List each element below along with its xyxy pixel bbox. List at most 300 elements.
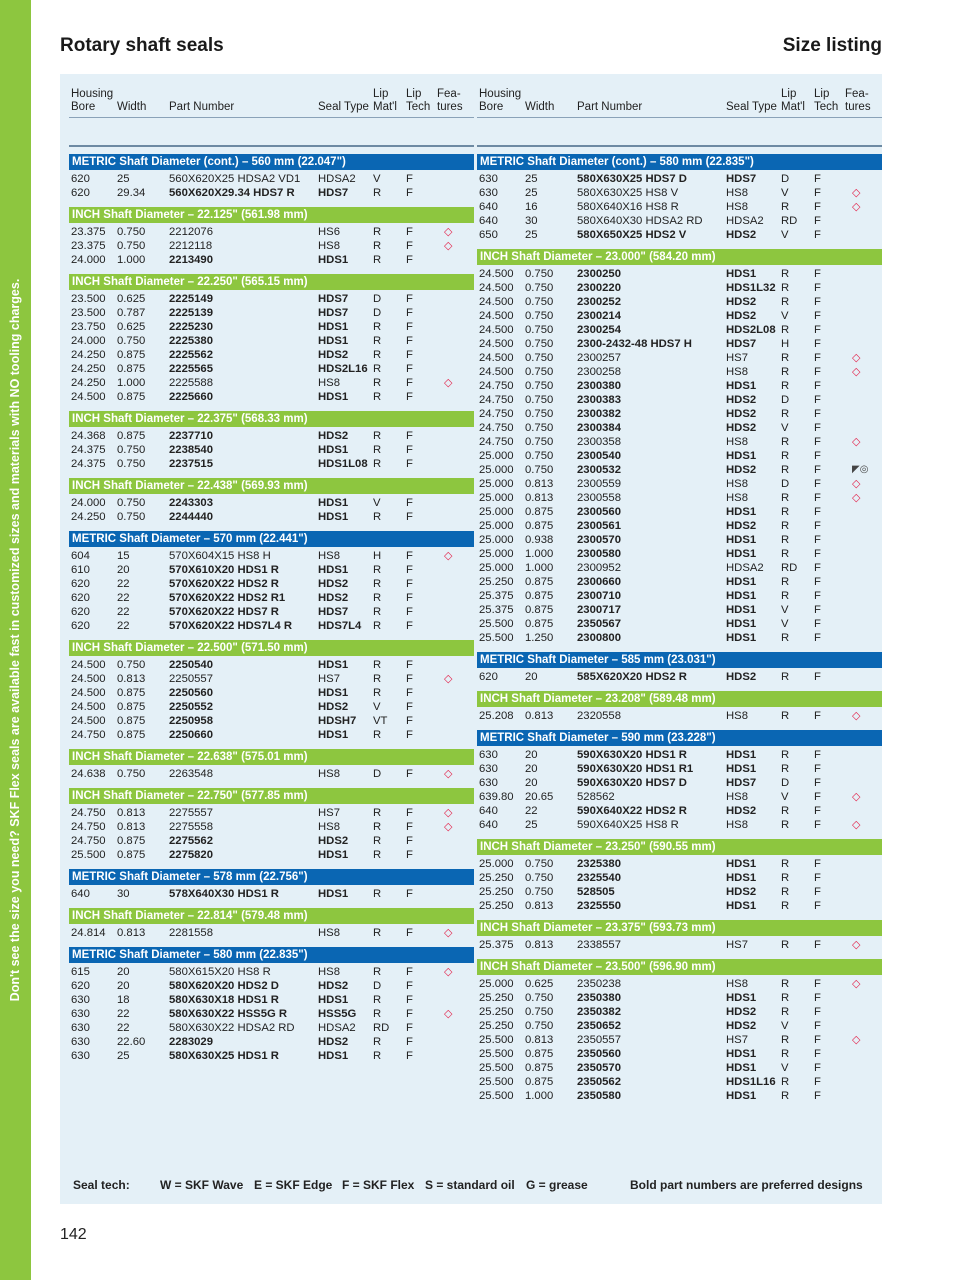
shaft-group xyxy=(69,531,474,633)
cell-housing-bore: 620 xyxy=(71,592,90,604)
cell-seal-type: HDS2 xyxy=(318,1036,349,1048)
cell-lip-material: R xyxy=(781,886,790,898)
legend-flex: F = SKF Flex xyxy=(342,1178,415,1192)
cell-housing-bore: 25.000 xyxy=(479,534,514,546)
inch-shaft-diameter-heading: INCH Shaft Diameter – 23.000" (584.20 mm) xyxy=(477,249,882,265)
cell-width: 0.875 xyxy=(117,430,146,442)
cell-housing-bore: 24.750 xyxy=(479,436,514,448)
cell-seal-type: HDS1 xyxy=(318,254,349,266)
cell-seal-type: HDSA2 xyxy=(318,1022,356,1034)
cell-part-number: 2300252 xyxy=(577,296,621,308)
cell-width: 0.813 xyxy=(525,1034,554,1046)
cell-width: 16 xyxy=(525,201,538,213)
left-groups xyxy=(69,154,474,1063)
cell-lip-material: R xyxy=(373,321,382,333)
cell-lip-material: R xyxy=(781,992,790,1004)
cell-housing-bore: 24.500 xyxy=(71,715,106,727)
cell-housing-bore: 25.500 xyxy=(479,1048,514,1060)
cell-width: 0.750 xyxy=(525,394,554,406)
cell-width: 20 xyxy=(117,966,130,978)
cell-width: 1.000 xyxy=(525,1090,554,1102)
table-row xyxy=(69,320,474,334)
cell-lip-material: R xyxy=(373,335,382,347)
table-row xyxy=(477,748,882,762)
cell-lip-material: R xyxy=(781,296,790,308)
cell-lip-material: R xyxy=(373,659,382,671)
cell-width: 0.750 xyxy=(525,338,554,350)
cell-width: 0.750 xyxy=(117,226,146,238)
cell-width: 0.750 xyxy=(525,436,554,448)
cell-width: 25 xyxy=(117,1050,130,1062)
cell-housing-bore: 630 xyxy=(71,1008,90,1020)
cell-lip-tech: F xyxy=(814,380,821,392)
table-row xyxy=(69,591,474,605)
cell-housing-bore: 630 xyxy=(479,187,498,199)
table-row xyxy=(477,491,882,505)
cell-lip-tech: F xyxy=(406,835,413,847)
cell-lip-tech: F xyxy=(814,978,821,990)
cell-housing-bore: 640 xyxy=(479,819,498,831)
cell-lip-material: R xyxy=(373,835,382,847)
cell-housing-bore: 25.250 xyxy=(479,872,514,884)
cell-housing-bore: 24.814 xyxy=(71,927,106,939)
cell-lip-tech: F xyxy=(406,659,413,671)
cell-lip-tech: F xyxy=(406,620,413,632)
cell-lip-material: R xyxy=(781,534,790,546)
cell-lip-material: R xyxy=(373,391,382,403)
cell-part-number: 2300558 xyxy=(577,492,621,504)
cell-width: 0.875 xyxy=(525,604,554,616)
header-feat-line1: Fea- xyxy=(845,88,869,100)
cell-part-number: 2300717 xyxy=(577,604,621,616)
cell-part-number: 590X630X20 HDS1 R xyxy=(577,749,687,761)
cell-seal-type: HDS7 xyxy=(726,777,757,789)
cell-part-number: 2300532 xyxy=(577,464,621,476)
cell-seal-type: HS8 xyxy=(318,966,340,978)
cell-lip-tech: F xyxy=(814,408,821,420)
cell-width: 20 xyxy=(525,671,538,683)
cell-lip-material: R xyxy=(373,729,382,741)
cell-part-number: 570X604X15 HS8 H xyxy=(169,550,271,562)
table-row xyxy=(477,505,882,519)
cell-lip-tech: F xyxy=(814,710,821,722)
cell-lip-tech: F xyxy=(814,562,821,574)
cell-lip-tech: F xyxy=(814,1076,821,1088)
inch-shaft-diameter-heading: INCH Shaft Diameter – 23.500" (596.90 mm) xyxy=(477,959,882,975)
table-row xyxy=(477,463,882,477)
cell-seal-type: HDS1 xyxy=(726,1048,757,1060)
header-lip-tech xyxy=(814,88,838,114)
cell-part-number: 2213490 xyxy=(169,254,213,266)
cell-lip-tech: F xyxy=(406,1008,413,1020)
cell-housing-bore: 24.750 xyxy=(479,394,514,406)
shaft-group xyxy=(69,869,474,901)
table-row xyxy=(477,393,882,407)
feature-diamond-icon: ◇ xyxy=(444,226,453,238)
cell-lip-material: VT xyxy=(373,715,388,727)
cell-housing-bore: 25.500 xyxy=(479,1034,514,1046)
cell-seal-type: HDS1 xyxy=(726,900,757,912)
header-mat-line2: Mat'l xyxy=(373,101,397,113)
cell-width: 0.750 xyxy=(117,458,146,470)
cell-lip-tech: F xyxy=(814,1062,821,1074)
cell-housing-bore: 24.500 xyxy=(71,673,106,685)
cell-lip-material: R xyxy=(373,807,382,819)
cell-seal-type: HDS1 xyxy=(318,687,349,699)
table-row xyxy=(477,575,882,589)
cell-lip-material: V xyxy=(373,701,381,713)
feature-diamond-icon: ◇ xyxy=(444,1008,453,1020)
cell-seal-type: HDS1 xyxy=(318,994,349,1006)
cell-lip-tech: F xyxy=(814,791,821,803)
cell-lip-material: D xyxy=(373,980,382,992)
legend-grease: G = grease xyxy=(526,1178,588,1192)
cell-housing-bore: 25.375 xyxy=(479,939,514,951)
cell-housing-bore: 25.000 xyxy=(479,520,514,532)
cell-seal-type: HDS2 xyxy=(318,835,349,847)
cell-seal-type: HDS2 xyxy=(726,464,757,476)
cell-seal-type: HDS1 xyxy=(726,1090,757,1102)
table-row xyxy=(477,186,882,200)
cell-lip-tech: F xyxy=(406,444,413,456)
cell-housing-bore: 604 xyxy=(71,550,90,562)
cell-width: 0.750 xyxy=(525,450,554,462)
cell-part-number: 590X640X25 HS8 R xyxy=(577,819,679,831)
cell-lip-material: R xyxy=(781,492,790,504)
cell-seal-type: HS8 xyxy=(726,819,748,831)
table-row xyxy=(477,309,882,323)
cell-housing-bore: 25.250 xyxy=(479,992,514,1004)
cell-seal-type: HDS7L4 xyxy=(318,620,362,632)
cell-lip-tech: F xyxy=(814,1006,821,1018)
shaft-group xyxy=(69,207,474,267)
cell-width: 22 xyxy=(117,592,130,604)
feature-diamond-icon: ◇ xyxy=(852,710,861,722)
cell-part-number: 2325540 xyxy=(577,872,621,884)
table-row xyxy=(477,790,882,804)
cell-lip-material: D xyxy=(373,307,382,319)
cell-part-number: 2250540 xyxy=(169,659,213,671)
cell-part-number: 2250552 xyxy=(169,701,213,713)
cell-part-number: 585X620X20 HDS2 R xyxy=(577,671,687,683)
cell-width: 20 xyxy=(117,980,130,992)
cell-lip-tech: F xyxy=(406,821,413,833)
table-row xyxy=(477,547,882,561)
table-row xyxy=(69,577,474,591)
table-row xyxy=(477,617,882,631)
cell-width: 1.000 xyxy=(117,254,146,266)
cell-housing-bore: 639.80 xyxy=(479,791,514,803)
header-features xyxy=(845,88,871,114)
table-row xyxy=(477,885,882,899)
cell-part-number: 580X640X16 HS8 R xyxy=(577,201,679,213)
table-row xyxy=(477,477,882,491)
cell-seal-type: HDS2 xyxy=(726,296,757,308)
cell-lip-tech: F xyxy=(406,458,413,470)
cell-width: 0.875 xyxy=(117,701,146,713)
header-mat-line1: Lip xyxy=(781,88,797,100)
cell-part-number: 580X640X30 HDSA2 RD xyxy=(577,215,703,227)
table-row xyxy=(477,281,882,295)
table-row xyxy=(477,449,882,463)
table-row xyxy=(69,926,474,940)
cell-part-number: 580X630X18 HDS1 R xyxy=(169,994,279,1006)
header-bore-line1: Housing xyxy=(479,88,522,100)
cell-lip-tech: F xyxy=(814,215,821,227)
feature-diamond-icon: ◇ xyxy=(852,201,861,213)
cell-width: 0.750 xyxy=(525,464,554,476)
table-row xyxy=(69,292,474,306)
table-row xyxy=(69,225,474,239)
cell-housing-bore: 25.000 xyxy=(479,562,514,574)
cell-lip-tech: F xyxy=(814,886,821,898)
inch-shaft-diameter-heading: INCH Shaft Diameter – 22.814" (579.48 mm) xyxy=(69,908,474,924)
cell-lip-material: R xyxy=(781,201,790,213)
cell-part-number: 2320558 xyxy=(577,710,621,722)
table-row xyxy=(69,186,474,200)
cell-seal-type: HDS1L08 xyxy=(318,458,368,470)
cell-lip-tech: F xyxy=(814,436,821,448)
cell-lip-material: R xyxy=(781,671,790,683)
cell-housing-bore: 650 xyxy=(479,229,498,241)
cell-lip-material: R xyxy=(373,578,382,590)
cell-lip-material: R xyxy=(373,226,382,238)
cell-lip-material: R xyxy=(781,900,790,912)
cell-lip-material: R xyxy=(781,1006,790,1018)
cell-lip-tech: F xyxy=(814,604,821,616)
cell-housing-bore: 25.000 xyxy=(479,978,514,990)
cell-seal-type: HDS1 xyxy=(726,604,757,616)
cell-part-number: 2350567 xyxy=(577,618,621,630)
cell-lip-tech: F xyxy=(814,939,821,951)
header-tech-line1: Lip xyxy=(814,88,830,100)
cell-width: 22 xyxy=(525,805,538,817)
cell-width: 0.750 xyxy=(525,324,554,336)
cell-housing-bore: 630 xyxy=(71,1036,90,1048)
cell-lip-material: R xyxy=(781,436,790,448)
cell-seal-type: HDS1 xyxy=(318,497,349,509)
cell-width: 25 xyxy=(525,173,538,185)
cell-lip-material: D xyxy=(781,394,790,406)
cell-seal-type: HS8 xyxy=(318,768,340,780)
cell-lip-tech: F xyxy=(814,548,821,560)
cell-seal-type: HDSA2 xyxy=(726,215,764,227)
cell-housing-bore: 23.500 xyxy=(71,307,106,319)
table-row xyxy=(477,938,882,952)
cell-part-number: 2350580 xyxy=(577,1090,621,1102)
cell-lip-tech: F xyxy=(814,478,821,490)
cell-seal-type: HDS1 xyxy=(726,576,757,588)
cell-lip-tech: F xyxy=(406,187,413,199)
cell-lip-tech: F xyxy=(814,632,821,644)
cell-part-number: 578X640X30 HDS1 R xyxy=(169,888,279,900)
cell-housing-bore: 640 xyxy=(479,215,498,227)
cell-width: 0.875 xyxy=(117,349,146,361)
table-row xyxy=(477,1047,882,1061)
table-row xyxy=(69,658,474,672)
cell-seal-type: HDS2 xyxy=(726,671,757,683)
shaft-group xyxy=(477,959,882,1103)
cell-part-number: 2300580 xyxy=(577,548,621,560)
cell-seal-type: HDS1 xyxy=(726,380,757,392)
cell-part-number: 2350380 xyxy=(577,992,621,1004)
cell-part-number: 590X630X20 HDS7 D xyxy=(577,777,687,789)
cell-housing-bore: 25.250 xyxy=(479,576,514,588)
cell-lip-material: R xyxy=(373,187,382,199)
cell-width: 0.750 xyxy=(525,268,554,280)
cell-width: 1.250 xyxy=(525,632,554,644)
table-row xyxy=(69,496,474,510)
cell-seal-type: HDS1 xyxy=(726,268,757,280)
cell-width: 0.813 xyxy=(117,807,146,819)
shaft-group xyxy=(69,749,474,781)
table-row xyxy=(69,672,474,686)
cell-width: 0.813 xyxy=(525,900,554,912)
cell-housing-bore: 24.250 xyxy=(71,511,106,523)
cell-width: 1.000 xyxy=(525,548,554,560)
cell-width: 0.750 xyxy=(117,511,146,523)
cell-lip-tech: F xyxy=(406,849,413,861)
cell-part-number: 2281558 xyxy=(169,927,213,939)
cell-part-number: 2225380 xyxy=(169,335,213,347)
table-row xyxy=(477,228,882,242)
cell-part-number: 570X620X22 HDS2 R1 xyxy=(169,592,286,604)
cell-seal-type: HDSA2 xyxy=(726,562,764,574)
cell-seal-type: HS8 xyxy=(726,366,748,378)
cell-lip-tech: F xyxy=(406,254,413,266)
cell-part-number: 2243303 xyxy=(169,497,213,509)
cell-lip-tech: F xyxy=(814,1048,821,1060)
cell-part-number: 2225139 xyxy=(169,307,213,319)
cell-seal-type: HDS1 xyxy=(726,992,757,1004)
cell-lip-tech: F xyxy=(814,282,821,294)
table-row xyxy=(477,421,882,435)
side-banner-text: Don't see the size you need? SKF Flex seals are available fast in customized sizes and materials with NO tooling charges. xyxy=(8,278,22,1002)
feature-diamond-icon: ◇ xyxy=(852,187,861,199)
cell-seal-type: HDS2 xyxy=(726,310,757,322)
table-row xyxy=(69,376,474,390)
cell-seal-type: HDS7 xyxy=(726,338,757,350)
cell-lip-material: V xyxy=(373,173,381,185)
table-row xyxy=(477,1033,882,1047)
cell-width: 0.750 xyxy=(525,366,554,378)
table-row xyxy=(69,714,474,728)
table-row xyxy=(69,806,474,820)
cell-lip-material: R xyxy=(373,240,382,252)
cell-width: 22.60 xyxy=(117,1036,146,1048)
cell-lip-material: R xyxy=(373,888,382,900)
cell-width: 0.813 xyxy=(117,673,146,685)
cell-seal-type: HS8 xyxy=(726,710,748,722)
cell-part-number: 2300258 xyxy=(577,366,621,378)
cell-lip-tech: F xyxy=(406,715,413,727)
shaft-group xyxy=(69,947,474,1063)
table-row xyxy=(69,457,474,471)
table-row xyxy=(69,429,474,443)
cell-seal-type: HDS2 xyxy=(726,805,757,817)
cell-lip-material: R xyxy=(781,819,790,831)
shaft-group xyxy=(69,908,474,940)
cell-lip-tech: F xyxy=(406,888,413,900)
cell-lip-tech: F xyxy=(814,576,821,588)
cell-lip-tech: F xyxy=(406,606,413,618)
cell-lip-tech: F xyxy=(814,366,821,378)
table-row xyxy=(69,887,474,901)
cell-housing-bore: 24.750 xyxy=(479,408,514,420)
cell-width: 20 xyxy=(525,777,538,789)
cell-lip-material: R xyxy=(781,352,790,364)
cell-lip-material: R xyxy=(373,606,382,618)
cell-lip-material: D xyxy=(781,777,790,789)
cell-housing-bore: 25.500 xyxy=(479,1062,514,1074)
feature-diamond-icon: ◇ xyxy=(852,492,861,504)
cell-part-number: 2300561 xyxy=(577,520,621,532)
column-header xyxy=(477,80,882,118)
cell-seal-type: HDS2 xyxy=(318,430,349,442)
table-row xyxy=(69,1007,474,1021)
cell-housing-bore: 24.250 xyxy=(71,349,106,361)
cell-housing-bore: 24.750 xyxy=(479,380,514,392)
cell-width: 0.875 xyxy=(117,363,146,375)
cell-lip-tech: F xyxy=(406,729,413,741)
cell-seal-type: HS8 xyxy=(726,201,748,213)
table-row xyxy=(69,1035,474,1049)
cell-housing-bore: 25.000 xyxy=(479,492,514,504)
cell-lip-tech: F xyxy=(814,296,821,308)
cell-part-number: 560X620X25 HDSA2 VD1 xyxy=(169,173,301,185)
cell-part-number: 2338557 xyxy=(577,939,621,951)
cell-housing-bore: 620 xyxy=(71,980,90,992)
cell-housing-bore: 630 xyxy=(479,763,498,775)
cell-housing-bore: 24.750 xyxy=(479,422,514,434)
cell-width: 0.875 xyxy=(117,849,146,861)
cell-width: 0.875 xyxy=(117,391,146,403)
cell-lip-tech: F xyxy=(814,450,821,462)
table-row xyxy=(477,603,882,617)
cell-lip-tech: F xyxy=(406,1050,413,1062)
cell-width: 0.750 xyxy=(525,858,554,870)
table-row xyxy=(477,899,882,913)
cell-lip-material: R xyxy=(373,673,382,685)
table-row xyxy=(477,762,882,776)
cell-seal-type: HS8 xyxy=(726,791,748,803)
cell-lip-material: R xyxy=(373,377,382,389)
cell-seal-type: HDS1 xyxy=(318,849,349,861)
cell-lip-tech: F xyxy=(814,201,821,213)
cell-lip-tech: F xyxy=(406,173,413,185)
cell-part-number: 2300383 xyxy=(577,394,621,406)
page-title: Rotary shaft seals xyxy=(60,35,224,56)
table-row xyxy=(477,267,882,281)
table-row xyxy=(69,848,474,862)
cell-housing-bore: 25.000 xyxy=(479,858,514,870)
cell-lip-tech: F xyxy=(406,687,413,699)
cell-seal-type: HS8 xyxy=(726,187,748,199)
cell-seal-type: HS8 xyxy=(318,377,340,389)
feature-diamond-icon: ◇ xyxy=(852,939,861,951)
cell-part-number: 580X650X25 HDS2 V xyxy=(577,229,687,241)
table-row xyxy=(477,818,882,832)
cell-seal-type: HDS1 xyxy=(318,511,349,523)
cell-seal-type: HS8 xyxy=(726,436,748,448)
cell-part-number: 2225149 xyxy=(169,293,213,305)
cell-lip-tech: F xyxy=(814,506,821,518)
cell-lip-tech: F xyxy=(814,992,821,1004)
shaft-group xyxy=(69,154,474,200)
cell-part-number: 2212118 xyxy=(169,240,213,252)
table-row xyxy=(477,709,882,723)
cell-seal-type: HDS1 xyxy=(318,564,349,576)
